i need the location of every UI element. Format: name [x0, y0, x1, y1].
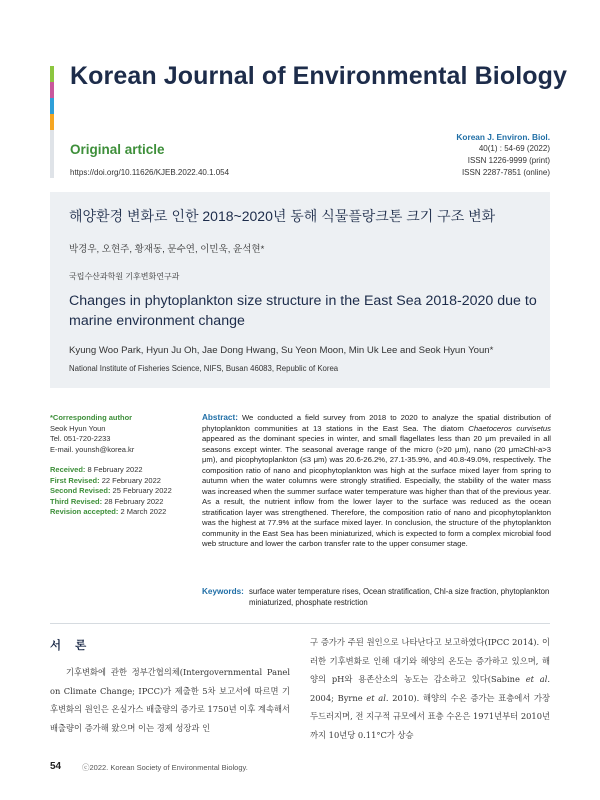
issn-print: ISSN 1226-9999 (print) [467, 156, 550, 165]
dates-list [50, 465, 190, 518]
accent-bar-blue [50, 98, 54, 114]
body-text-b: 2004; Byrne [310, 692, 367, 703]
keywords-label: Keywords: [202, 587, 244, 596]
title-block [50, 192, 550, 388]
corresponding-email[interactable]: E-mail. younsh@korea.kr [50, 444, 135, 454]
corresponding-name: Seok Hyun Youn [50, 423, 106, 433]
body-text-a: 구 증가가 주된 원인으로 나타난다고 보고하였다(IPCC 2014). 이러한 기후변화로 인해 대기와 해양의 온도는 증가하고 있으며, 해양의 pH와 용존산소의 농도는 감소하고 있다(Sabine [310, 637, 550, 684]
article-info-sidebar [50, 413, 190, 518]
korean-affiliation: 국립수산과학원 기후변화연구과 [69, 272, 180, 281]
keywords-text: surface water temperature rises, Ocean stratification, Chl-a size fraction, phytoplankton miniaturized, phosphate restriction [249, 587, 550, 607]
date-accepted: Revision accepted: 2 March 2022 [50, 507, 167, 516]
article-type: Original article [70, 142, 165, 157]
journal-abbrev: Korean J. Environ. Biol. [456, 132, 550, 142]
body-column-left [50, 663, 290, 737]
section-heading-introduction: 서론 [50, 640, 101, 652]
english-authors: Kyung Woo Park, Hyun Ju Oh, Jae Dong Hwang, Su Yeon Moon, Min Uk Lee and Seok Hyun Youn* [69, 345, 494, 356]
korean-authors: 박경우, 오현주, 황재동, 문수연, 이민욱, 윤석현* [69, 244, 265, 255]
abstract [202, 413, 551, 550]
copyright: ⓒ2022. Korean Society of Environmental Biology. [82, 763, 248, 772]
accent-bar-green [50, 66, 54, 82]
accent-bar-orange [50, 114, 54, 130]
accent-bar-gray [50, 130, 54, 178]
accent-bar-pink [50, 82, 54, 98]
english-affiliation: National Institute of Fisheries Science, NIFS, Busan 46083, Republic of Korea [69, 364, 339, 373]
doi-link[interactable]: https://doi.org/10.11626/KJEB.2022.40.1.054 [70, 168, 230, 177]
body-etal-2: et al. [366, 692, 389, 703]
keywords [202, 587, 551, 608]
journal-title: Korean Journal of Environmental Biology [70, 62, 568, 90]
abstract-text-1: We conducted a field survey from 2018 to 2020 to analyze the spatial distribution of phytoplankton communities at 13 stations in the East Sea. The diatom [202, 413, 551, 433]
body-text-c: 2010). 해양의 수온 증가는 표층에서 가장 두드러지며, 전 지구적 규모에서 표층 수온은 1971년부터 2010년까지 10년당 0.11°C가 상승 [310, 692, 550, 740]
abstract-species: Chaetoceros curvisetus [468, 423, 551, 433]
issn-online: ISSN 2287-7851 (online) [461, 168, 550, 177]
body-etal-1: et al. [525, 674, 550, 684]
journal-meta [456, 131, 550, 179]
corresponding-label: *Corresponding author [50, 413, 133, 422]
date-received: Received: 8 February 2022 [50, 465, 143, 474]
english-title: Changes in phytoplankton size structure in the East Sea 2018-2020 due to marine environment change [69, 293, 537, 329]
date-third-revised: Third Revised: 28 February 2022 [50, 496, 164, 506]
section-divider [50, 623, 550, 624]
korean-title: 해양환경 변화로 인한 2018~2020년 동해 식물플랑크톤 크기 구조 변화 [69, 208, 496, 224]
abstract-text-2: appeared as the dominant species in winter, and small flagellates less than 20 μm prevailed in all seasons except winter. The seasonal average range of the micro (>20 μm), nano (20 μm≥Chl-a>3 μm), and picophytoplankton (≤3 μm) was 20.6-26.2%, 27.1-35.9%, and 40.8-49.0%, respectively. The composition ratio of nano and picophytoplankton was high at the surface mixed layer from spring to autumn when the water columns were strongly stratified. Especially, the stability of the water mass was increased when the summer surface water temperature was higher than that of the previous year. As a result, the nutrient inflow from the lower layer to the surface was reduced as the ocean stratification layer was strengthened. Therefore, the composition ratio of nano and picophytoplankton was the highest at 77.9% at the surface mixed layer. In conclusion, the structure of the phytoplankton community in the East Sea has been miniaturized, which is expected to form a complex microbial food web structure and lower the carbon transfer rate to the upper consumer stage. [202, 434, 551, 548]
abstract-label: Abstract: [202, 413, 238, 422]
page-number: 54 [50, 761, 62, 772]
body-column-right [310, 633, 550, 744]
date-first-revised: First Revised: 22 February 2022 [50, 475, 161, 485]
body-paragraph: 기후변화에 관한 정부간협의체(Intergovernmental Panel on Climate Change; IPCC)가 제출한 5차 보고서에 따르면 기후변화의 원인은 온실가스 배출량의 증가로 1750년 이후 계속해서 배출량이 증가해 왔으며 이는 경제 성장과 인 [50, 667, 290, 733]
corresponding-tel: Tel. 051-720-2233 [50, 434, 111, 443]
journal-volume: 40(1) : 54-69 (2022) [478, 144, 550, 153]
date-second-revised: Second Revised: 25 February 2022 [50, 486, 172, 495]
